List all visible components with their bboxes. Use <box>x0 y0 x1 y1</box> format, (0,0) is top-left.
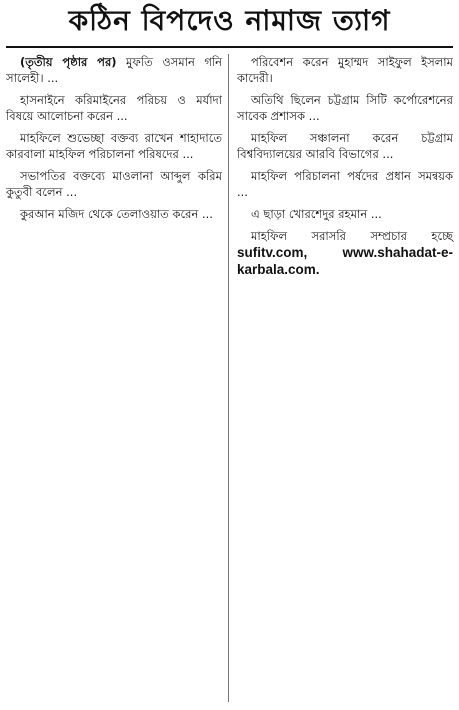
paragraph-6: পরিবেশন করেন মুহাম্মদ সাইফুল ইসলাম কাদেরী। <box>237 55 453 85</box>
left-column <box>6 54 222 228</box>
paragraph-2: হাসনাইনে করিমাইনের পরিচয় ও মর্যাদা বিষয়ে আলোচনা করেন ... <box>6 93 222 123</box>
closing-text: মাহফিল সরাসরি সম্প্রচার হচ্ছে <box>251 229 453 243</box>
headline: কঠিন বিপদেও নামাজ ত্যাগ <box>68 3 391 37</box>
broadcast-urls: sufitv.com, www.shahadat-e-karbala.com. <box>237 245 453 277</box>
paragraph-3: মাহফিলে শুভেচ্ছা বক্তব্য রাখেন শাহাদাতে কারবালা মাহফিল পরিচালনা পরিষদের ... <box>6 131 222 161</box>
paragraph-1-text: মুফতি ওসমান গনি সালেহী। ... <box>6 55 223 85</box>
continuation-kicker: (তৃতীয় পৃষ্ঠার পর) <box>20 55 117 69</box>
column-divider <box>228 54 229 702</box>
paragraph-4: সভাপতির বক্তব্যে মাওলানা আব্দুল করিম কুতুবী বলেন ... <box>6 169 222 199</box>
paragraph-9: মাহফিল পরিচালনা পর্ষদের প্রধান সমন্বয়ক ... <box>237 169 453 199</box>
headline-rule <box>6 46 453 48</box>
paragraph-10: এ ছাড়া খোরশেদুর রহমান ... <box>251 207 382 221</box>
closing-paragraph <box>237 228 453 278</box>
paragraph-7: অতিথি ছিলেন চট্টগ্রাম সিটি কর্পোরেশনের সাবেক প্রশাসক ... <box>237 93 453 123</box>
right-column <box>237 54 453 284</box>
paragraph-5: কুরআন মজিদ থেকে তেলাওয়াত করেন ... <box>20 207 213 221</box>
paragraph-8: মাহফিল সঞ্চালনা করেন চট্টগ্রাম বিশ্ববিদ্যালয়ের আরবি বিভাগের ... <box>237 131 453 161</box>
paragraph-1 <box>6 54 222 86</box>
